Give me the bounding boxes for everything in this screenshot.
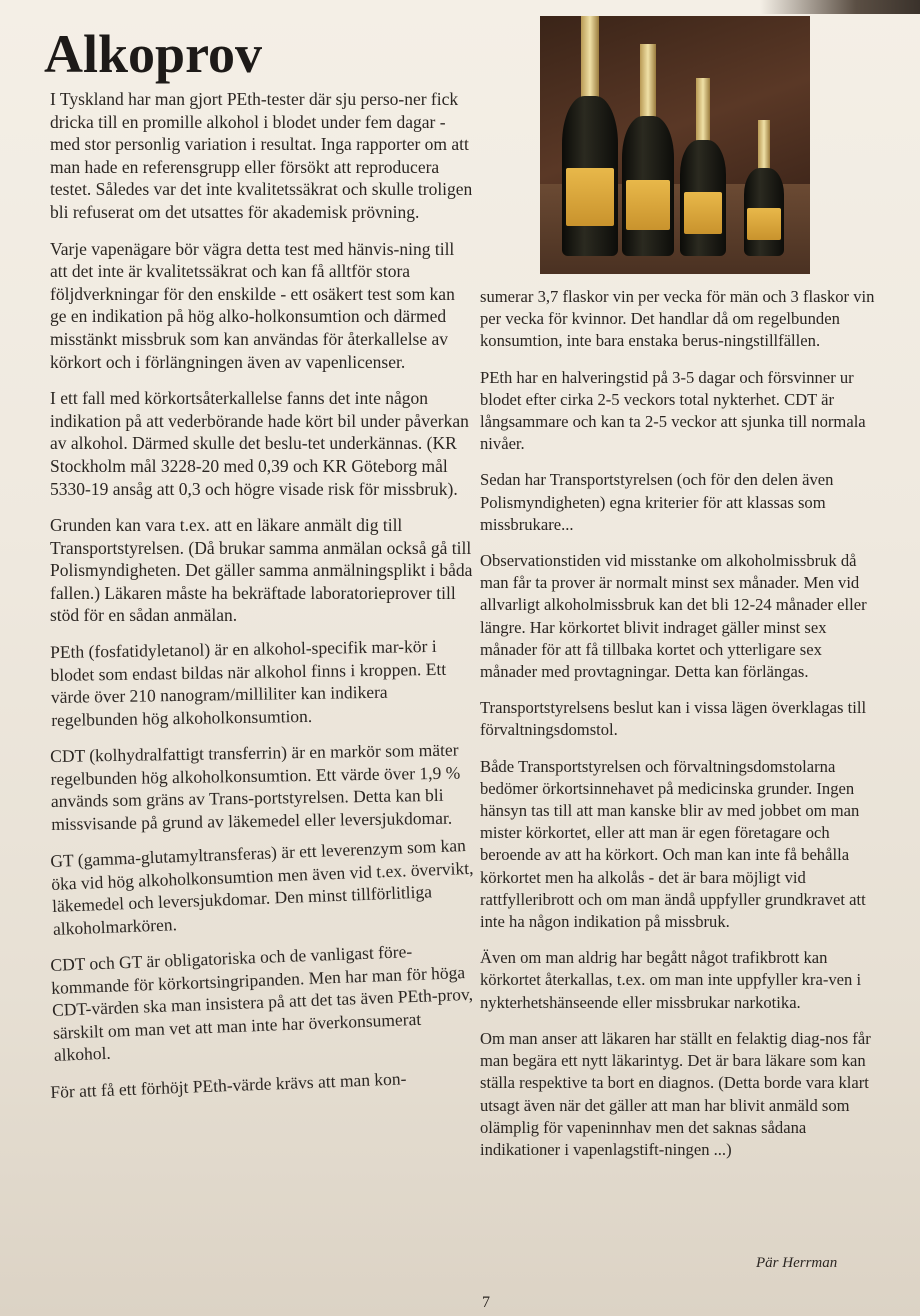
article-title: Alkoprov (44, 24, 263, 84)
paragraph: Om man anser att läkaren har ställt en felaktig diag-nos får man begära ett nytt läkarintyg. Det är bara läkare som kan ställa respektive ta bort en diagnos. (Detta borde vara klart utsagt även när det gäller att man har blivit anmäld som olämplig för vapeninnhav men det saknas sådana indikationer i vapenlagstift-ningen ...) (480, 1028, 871, 1159)
champagne-bottles-photo (540, 16, 810, 274)
paragraph: För att få ett förhöjt PEth-värde krävs att man kon- (50, 1068, 407, 1103)
paragraph: Varje vapenägare bör vägra detta test med hänvis-ning till att det inte är kvalitetssäkrat och kan få alltför stora följdverkningar för den enskilde - ett osäkert test som kan ge en indikation på hög alko-holkonsumtion och därmed misstänkt missbruk som kan användas för återkallelse av körkort och i förlängningen även av vapenlicenser. (50, 238, 455, 372)
paragraph: GT (gamma-glutamyltransferas) är ett leverenzym som kan öka vid hög alkoholkonsumtion men även vid t.ex. övervikt, läkemedel och leversjukdomar. Den minst tillförlitliga alkoholmarkören. (50, 834, 474, 939)
paragraph: CDT (kolhydralfattigt transferrin) är en markör som mäter regelbunden hög alkoholkonsumtion. Ett värde över 1,9 % används som gräns av Trans-portstyrelsen. Detta kan bli missvisande på grund av läkemedel eller leversjukdomar. (50, 740, 461, 835)
paragraph: I Tyskland har man gjort PEth-tester där sju perso-ner fick dricka till en promille alkohol i blodet under fem dagar - med stor personlig variation i resultat. Inga rapporter om att man hade en referensgrupp eller försökt att reproducera testet. Således var det inte kvalitetssäkrat och skulle troligen bli refuserat om det utsattes för akademisk prövning. (50, 89, 473, 222)
paragraph: Observationstiden vid misstanke om alkoholmissbruk då man får ta prover är normalt minst sex månader. Men vid allvarligt alkoholmissbruk kan det bli 12-24 månader eller längre. Har körkortet blivit indraget gäller minst sex månader för att få tillbaka kortet och ytterligare sex månader med provtagningar. Detta kan förlängas. (480, 551, 867, 682)
paragraph: Även om man aldrig har begått något trafikbrott kan körkortet återkallas, t.ex. om man inte uppfyller kra-ven i nykterhetshänseende eller missbrukar narkotika. (480, 948, 862, 1012)
bottle-medium (622, 44, 674, 256)
bottle-large (562, 16, 618, 256)
paragraph: I ett fall med körkortsåterkallelse fanns det inte någon indikation på att vederbörande hade kört bil under påverkan av alkohol. Därmed skulle det beslu-tet underkännas. (KR Stockholm mål 3228-20 med 0,39 och KR Göteborg mål 5330-19 ansåg att 0,3 och högre visade risk för missbruk). (50, 388, 469, 499)
author-signature: Pär Herrman (756, 1255, 838, 1271)
left-column (50, 88, 475, 1118)
bottle-small (680, 78, 726, 256)
right-column (480, 286, 875, 1175)
paragraph: PEth (fosfatidyletanol) är en alkohol-specifik mar-kör i blodet som endast bildas när alkohol finns i kroppen. Ett värde över 210 nanogram/milliliter kan indikera regelbunden hög alkoholkonsumtion. (50, 635, 447, 730)
paragraph: Sedan har Transportstyrelsen (och för den delen även Polismyndigheten) egna kriterier för att klassas som missbrukare... (480, 470, 834, 534)
paragraph: PEth har en halveringstid på 3-5 dagar och försvinner ur blodet efter cirka 2-5 veckors total nykterhet. CDT är långsammare och kan ta 2-5 veckor att sjunka till normala nivåer. (480, 367, 866, 454)
page-edge-shadow (760, 0, 920, 14)
page-number: 7 (482, 1294, 490, 1311)
paragraph: Transportstyrelsens beslut kan i vissa lägen överklagas till förvaltningsdomstol. (480, 698, 867, 740)
bottle-smallest (744, 122, 784, 256)
paragraph: Både Transportstyrelsen och förvaltningsdomstolarna bedömer örkortsinnehavet på medicinska grunder. Ingen hänsyn tas till att man kanske blir av med jobbet om man mister körkortet, eller att man är egen företagare och beroende av att ha körkort. Och man kan inte få behålla körkortet men ha alkolås - det är bara möjligt vid rattfylleribrott och om man ändå uppfyller grundkravet att inte ha någon indikation på missbruk. (480, 756, 866, 932)
paragraph: Grunden kan vara t.ex. att en läkare anmält dig till Transportstyrelsen. (Då brukar samma anmälan också gå till Polismyndigheten. Det gäller samma anmälningsplikt i båda fallen.) Läkaren måste ha bekräftade laboratorieprover till stöd för en sådan anmälan. (50, 515, 473, 626)
paragraph: CDT och GT är obligatoriska och de vanligast före-kommande för körkortsingripanden. Men har man för höga CDT-värden ska man insistera på att det tas även PEth-prov, särskilt om man vet att man inte har överkonsumerat alkohol. (50, 941, 474, 1066)
paragraph: sumerar 3,7 flaskor vin per vecka för män och 3 flaskor vin per vecka för kvinnor. Det handlar då om regelbunden konsumtion, inte bara enstaka berus-ningstillfällen. (480, 287, 875, 351)
